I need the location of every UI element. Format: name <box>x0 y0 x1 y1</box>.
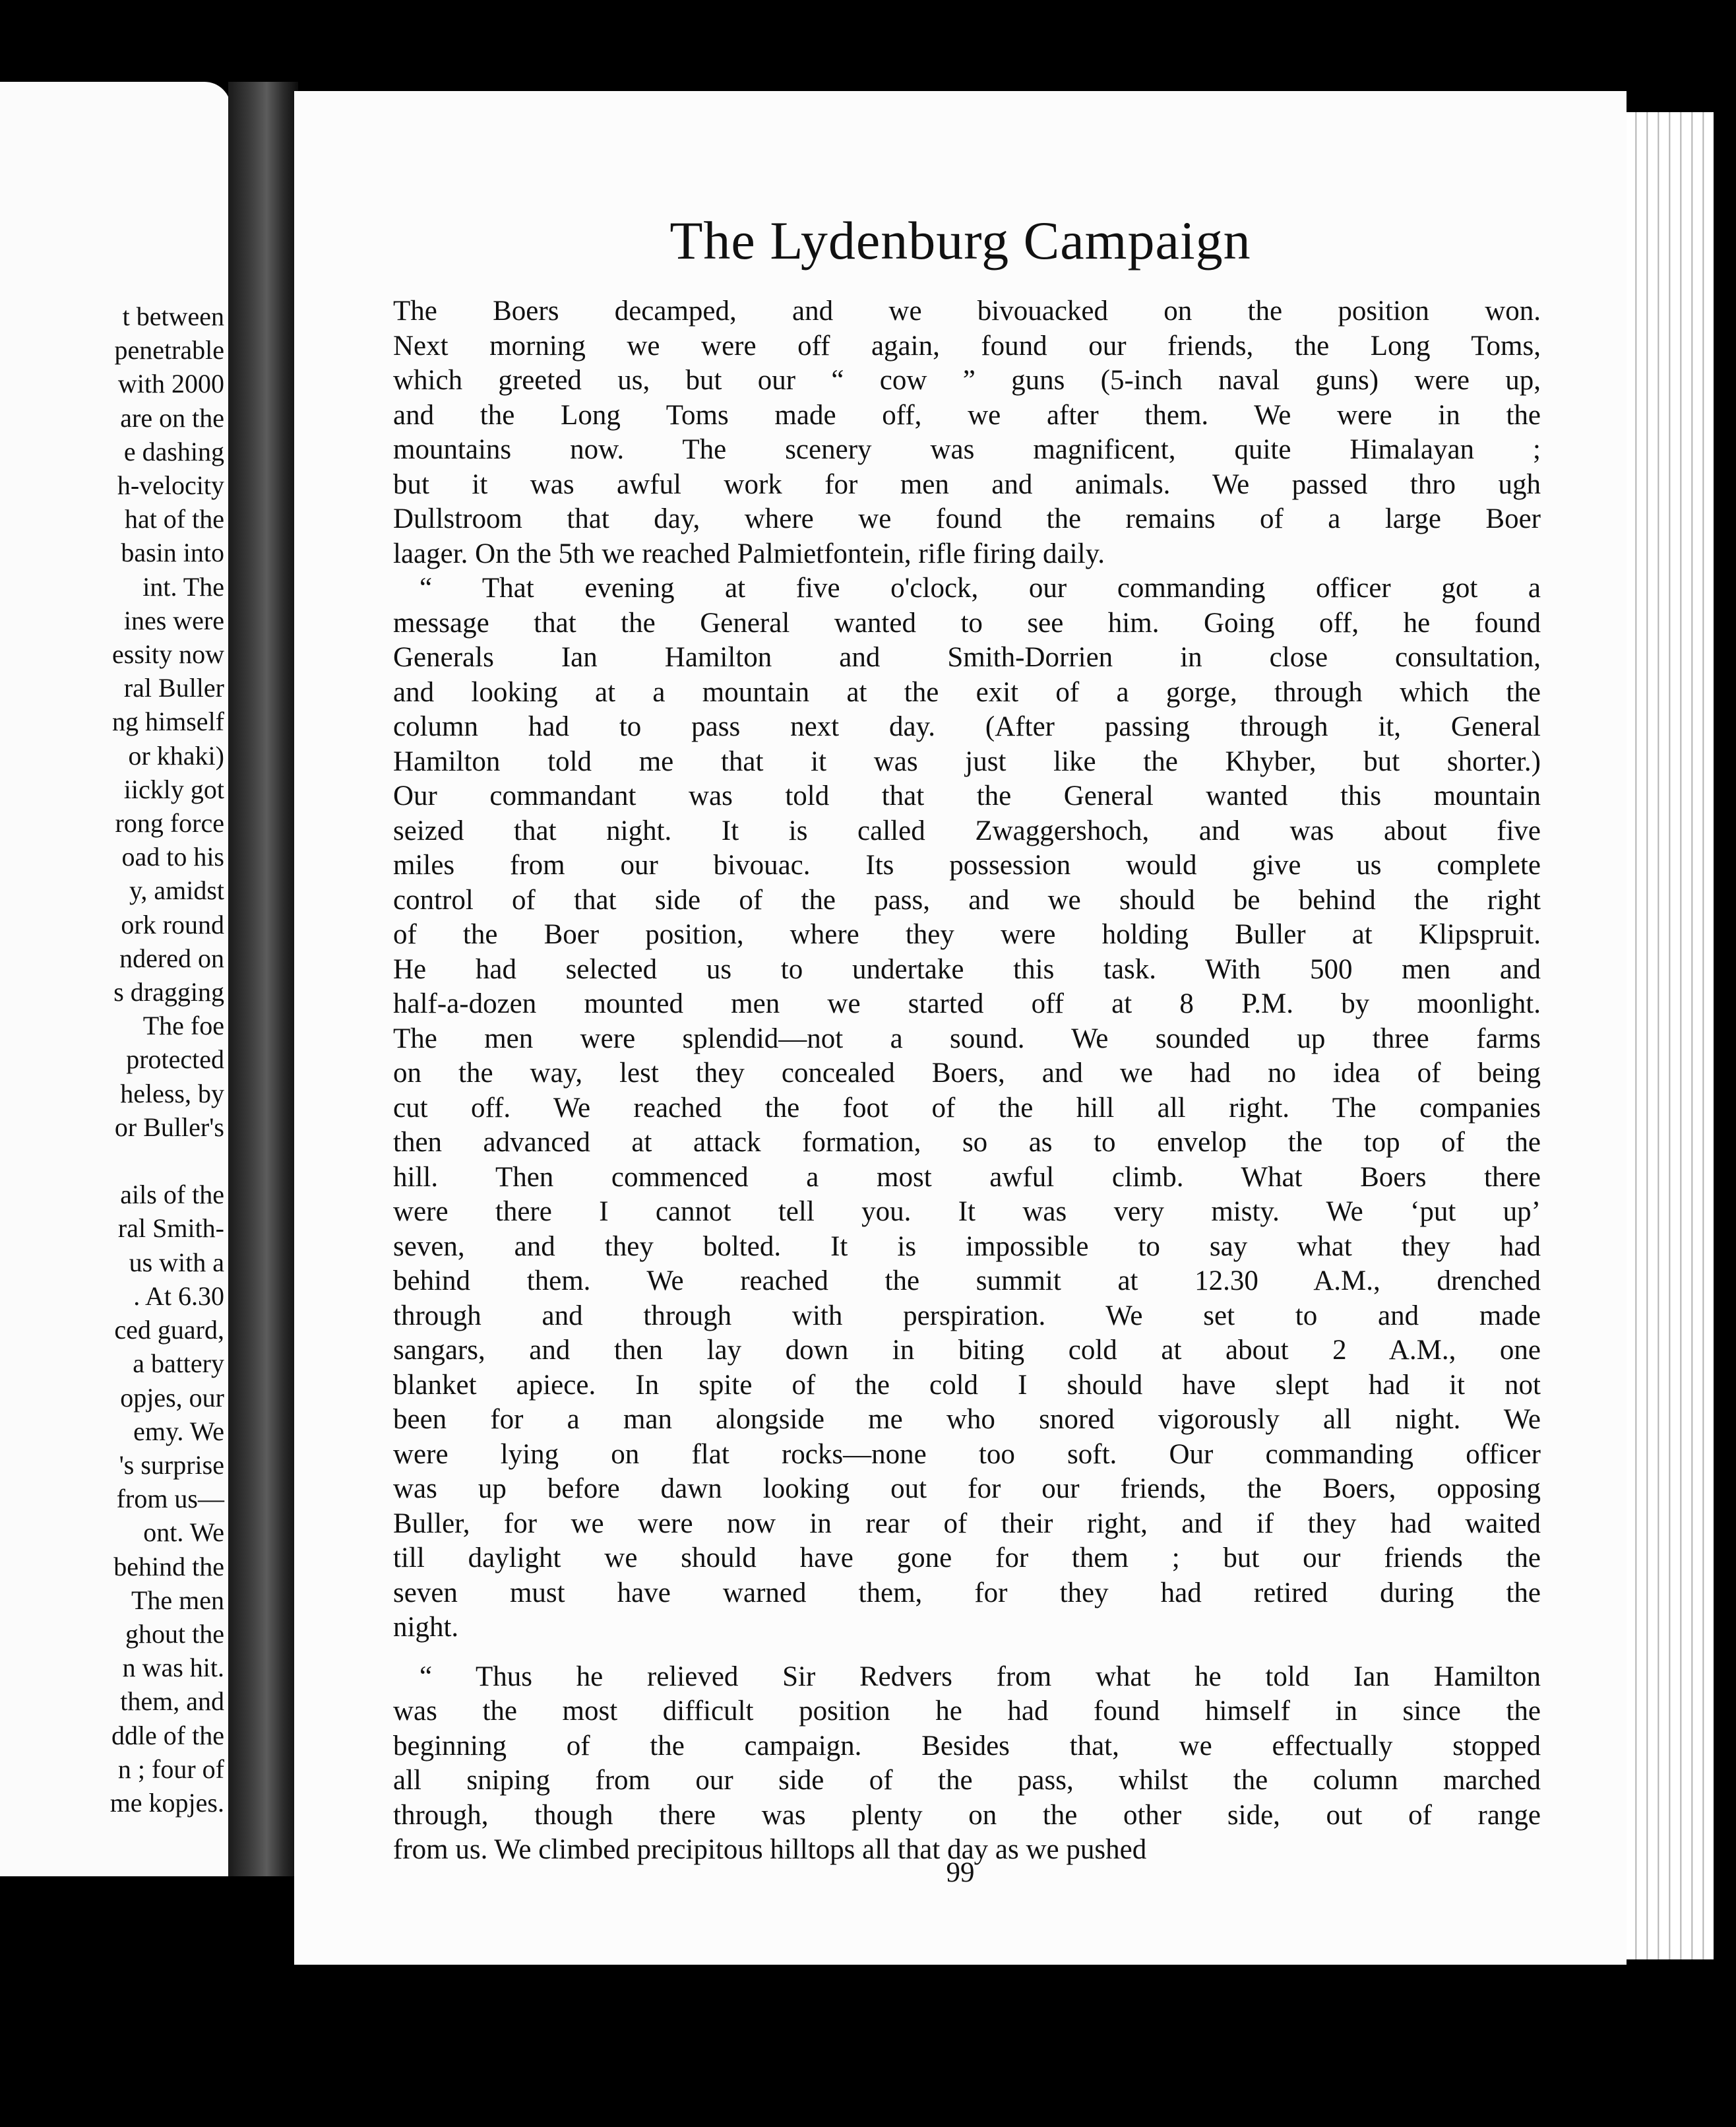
left-page-line: ghout the <box>125 1618 224 1649</box>
text-line: The men were splendid—not a sound. We sounded up three farms <box>393 1023 1541 1054</box>
text-line: through and through with perspiration. We set to and made <box>393 1300 1541 1331</box>
left-page-line: them, and <box>120 1686 224 1717</box>
right-page <box>294 91 1627 1965</box>
left-page-line: . At 6.30 <box>133 1281 224 1311</box>
left-page-line: rong force <box>115 808 224 839</box>
text-line: Dullstroom that day, where we found the remains of a large Boer <box>393 503 1541 534</box>
text-line: was the most difficult position he had found himself in since the <box>393 1696 1541 1727</box>
left-page-line: me kopjes. <box>109 1787 224 1818</box>
text-line: seven, and they bolted. It is impossible to say what they had <box>393 1230 1541 1262</box>
left-page-line: ines were <box>123 605 224 635</box>
text-line: control of that side of the pass, and we should be behind the right <box>393 884 1541 916</box>
text-line: beginning of the campaign. Besides that, we effectually stopped <box>393 1730 1541 1762</box>
left-page-line: are on the <box>120 402 224 433</box>
left-page-line: n ; four of <box>117 1754 224 1784</box>
text-line: all sniping from our side of the pass, whilst the column marched <box>393 1765 1541 1796</box>
left-page-line: ddle of the <box>111 1720 224 1750</box>
left-page-line: n was hit. <box>122 1653 224 1683</box>
text-line: and looking at a mountain at the exit of a gorge, through which the <box>393 676 1541 708</box>
text-line: Next morning we were off again, found our friends, the Long Toms, <box>393 330 1541 362</box>
text-line: and the Long Toms made off, we after them. We were in the <box>393 399 1541 431</box>
text-line: seven must have warned them, for they had retired during the <box>393 1577 1541 1608</box>
left-page-line: behind the <box>113 1551 224 1581</box>
text-line: He had selected us to undertake this task. With 500 men and <box>393 953 1541 985</box>
left-page-line: basin into <box>121 538 224 568</box>
left-page-line: ced guard, <box>114 1315 224 1345</box>
left-page-line: opjes, our <box>120 1382 224 1413</box>
left-page-line: int. The <box>142 571 224 602</box>
text-line: night. <box>393 1612 459 1643</box>
left-page-line: with 2000 <box>117 369 224 399</box>
left-page-line: protected <box>126 1044 224 1075</box>
left-page-line: t between <box>122 302 224 331</box>
left-page-line: The men <box>131 1585 224 1615</box>
left-page-line: oad to his <box>121 842 224 872</box>
text-line: were there I cannot tell you. It was very misty. We ‘put up’ <box>393 1196 1541 1227</box>
page-title: The Lydenburg Campaign <box>669 210 1251 270</box>
text-line: The Boers decamped, and we bivouacked on the position won. <box>393 296 1541 327</box>
left-page-line: essity now <box>112 639 224 670</box>
text-line: on the way, lest they concealed Boers, and we had no idea of being <box>393 1058 1541 1089</box>
left-page-text <box>0 300 224 1820</box>
body-text <box>393 294 1541 1868</box>
text-line: seized that night. It is called Zwaggershoch, and was about five <box>393 815 1541 846</box>
left-page-line: us with a <box>129 1247 224 1277</box>
left-page-line: ndered on <box>119 943 224 973</box>
left-page-line: hat of the <box>124 504 224 534</box>
left-page-line: or Buller's <box>114 1112 224 1142</box>
text-line: message that the General wanted to see him. Going off, he found <box>393 607 1541 639</box>
left-page-line: emy. We <box>133 1416 224 1446</box>
text-line: Hamilton told me that it was just like the Khyber, but shorter.) <box>393 746 1541 777</box>
text-line: hill. Then commenced a most awful climb. What Boers there <box>393 1161 1541 1193</box>
text-line: were lying on flat rocks—none too soft. Our commanding officer <box>393 1438 1541 1470</box>
text-line: but it was awful work for men and animals. We passed thro ugh <box>393 468 1541 500</box>
left-page-line: 's surprise <box>119 1449 224 1480</box>
text-line: Our commandant was told that the General wanted this mountain <box>393 780 1541 811</box>
text-line: been for a man alongside me who snored vigorously all night. We <box>393 1404 1541 1435</box>
text-line: Generals Ian Hamilton and Smith-Dorrien in close consultation, <box>393 642 1541 673</box>
book-gutter <box>228 82 298 1876</box>
left-page-line: y, amidst <box>129 875 224 906</box>
left-page-line: ont. We <box>143 1517 224 1548</box>
text-line: laager. On the 5th we reached Palmietfontein, rifle firing daily. <box>393 538 1105 569</box>
text-line: half-a-dozen mounted men we started off at 8 P.M. by moonlight. <box>393 988 1541 1019</box>
page-number: 99 <box>946 1857 975 1888</box>
left-page-line: ails of the <box>120 1180 224 1210</box>
left-page-line: ng himself <box>112 707 224 737</box>
left-page-line: heless, by <box>120 1078 224 1108</box>
left-page-line: ral Smith- <box>117 1213 224 1244</box>
left-page-line: from us— <box>116 1484 224 1514</box>
text-line: of the Boer position, where they were holding Buller at Klipspruit. <box>393 919 1541 950</box>
left-page-line: e dashing <box>123 436 224 466</box>
text-line: column had to pass next day. (After passing through it, General <box>393 711 1541 742</box>
text-line: miles from our bivouac. Its possession would give us complete <box>393 850 1541 881</box>
text-line: cut off. We reached the foot of the hill all right. The companies <box>393 1092 1541 1124</box>
text-line: then advanced at attack formation, so as to envelop the top of the <box>393 1127 1541 1158</box>
text-line: “ That evening at five o'clock, our commanding officer got a <box>419 573 1541 604</box>
left-page-line <box>0 1144 224 1178</box>
left-page-line: or khaki) <box>128 740 224 771</box>
text-line: till daylight we should have gone for them ; but our friends the <box>393 1542 1541 1573</box>
left-page-line: ork round <box>121 909 224 939</box>
text-line: Buller, for we were now in rear of their right, and if they had waited <box>393 1508 1541 1539</box>
left-page-line: penetrable <box>114 335 224 365</box>
page-edges <box>1612 112 1714 1959</box>
text-line: behind them. We reached the summit at 12.30 A.M., drenched <box>393 1265 1541 1296</box>
left-page-line: iickly got <box>123 774 224 804</box>
text-line: mountains now. The scenery was magnificent, quite Himalayan ; <box>393 434 1541 465</box>
left-page-line: The foe <box>142 1011 224 1041</box>
text-line: which greeted us, but our “ cow ” guns (5-inch naval guns) were up, <box>393 365 1541 396</box>
text-line: sangars, and then lay down in biting cold at about 2 A.M., one <box>393 1335 1541 1366</box>
left-page-line: a battery <box>133 1349 224 1379</box>
text-line: “ Thus he relieved Sir Redvers from what he told Ian Hamilton <box>419 1661 1541 1692</box>
left-page-line: h-velocity <box>117 470 224 501</box>
text-line: through, though there was plenty on the other side, out of range <box>393 1799 1541 1831</box>
text-line: from us. We climbed precipitous hilltops all that day as we pushed <box>393 1834 1147 1865</box>
left-page-line: ral Buller <box>123 673 224 703</box>
text-line: was up before dawn looking out for our friends, the Boers, opposing <box>393 1473 1541 1504</box>
left-page <box>0 82 231 1876</box>
text-line: blanket apiece. In spite of the cold I should have slept had it not <box>393 1369 1541 1401</box>
left-page-line: s dragging <box>113 977 224 1007</box>
